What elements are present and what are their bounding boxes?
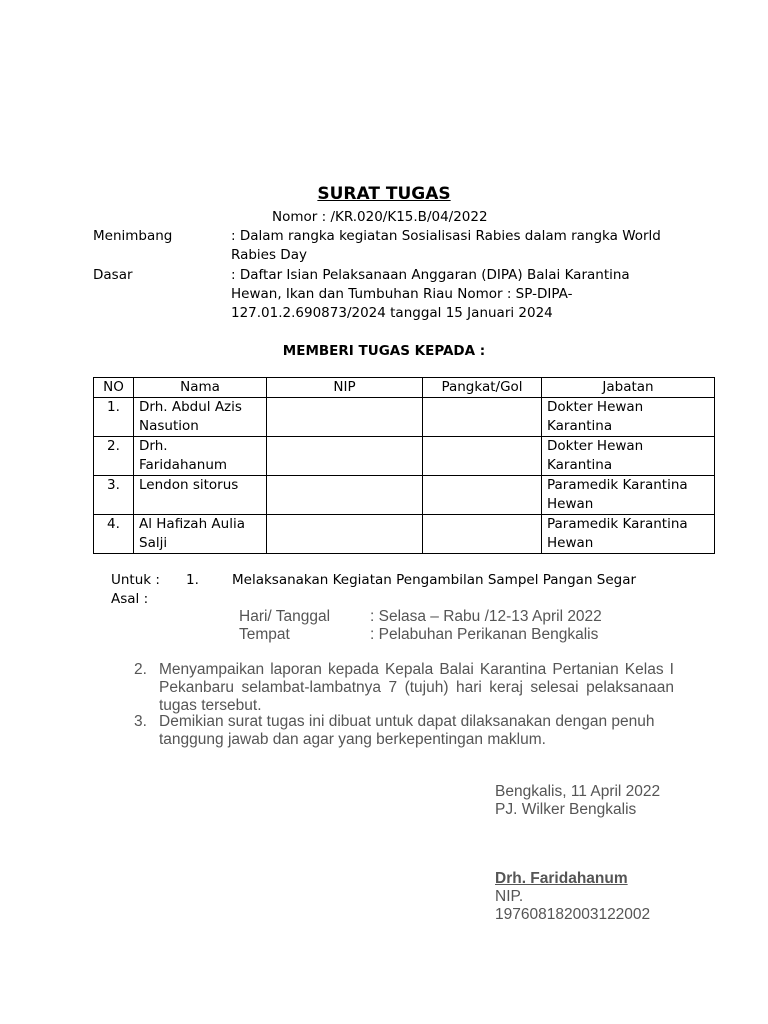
header-nip: NIP	[267, 378, 423, 398]
cell-no: 3.	[94, 476, 134, 515]
item-1-number: 1.	[186, 572, 199, 588]
dasar-label: Dasar	[93, 267, 133, 283]
item-2-text: Menyampaikan laporan kepada Kepala Balai Karantina Pertanian Kelas I Pekanbaru selambat-lambatnya 7 (tujuh) hari keraj selesai pelaksanaan tugas tersebut.	[159, 661, 674, 714]
signatory-nip-label: NIP.	[495, 888, 524, 905]
cell-pangkat	[423, 437, 542, 476]
cell-jabatan	[542, 398, 715, 437]
jabatan-line-1: Dokter Hewan	[547, 399, 644, 415]
header-jabatan: Jabatan	[542, 378, 715, 398]
assignment-table	[93, 377, 715, 554]
cell-nip	[267, 437, 423, 476]
cell-pangkat	[423, 398, 542, 437]
jabatan-line-2: Hewan	[547, 496, 594, 512]
signature-place-date: Bengkalis, 11 April 2022	[495, 783, 661, 800]
nama-line-1: Lendon sitorus	[139, 477, 239, 493]
cell-jabatan	[542, 437, 715, 476]
jabatan-line-2: Karantina	[547, 418, 613, 434]
document-number: Nomor : /KR.020/K15.B/04/2022	[272, 209, 488, 225]
table-row	[94, 515, 715, 554]
nama-line-2: Salji	[139, 535, 168, 551]
signatory-nip-value: 197608182003122002	[495, 906, 651, 923]
nama-line-2: Faridahanum	[139, 457, 228, 473]
item-2-number: 2.	[134, 661, 147, 678]
place-value: : Pelabuhan Perikanan Bengkalis	[370, 626, 599, 643]
header-no: NO	[94, 378, 134, 398]
nama-line-1: Al Hafizah Aulia	[139, 516, 245, 532]
cell-jabatan	[542, 476, 715, 515]
cell-nip	[267, 476, 423, 515]
nama-line-1: Drh. Abdul Azis	[139, 399, 242, 415]
assign-heading: MEMBERI TUGAS KEPADA :	[282, 343, 486, 359]
cell-nip	[267, 398, 423, 437]
cell-jabatan	[542, 515, 715, 554]
document-title: SURAT TUGAS	[317, 184, 451, 204]
menimbang-text-line-1: : Dalam rangka kegiatan Sosialisasi Rabies dalam rangka World	[231, 228, 661, 244]
cell-pangkat	[423, 476, 542, 515]
cell-nama	[134, 437, 267, 476]
jabatan-line-2: Hewan	[547, 535, 594, 551]
item-3-number: 3.	[134, 713, 147, 730]
jabatan-line-1: Dokter Hewan	[547, 438, 644, 454]
untuk-label: Untuk :	[111, 572, 160, 588]
header-pangkat: Pangkat/Gol	[423, 378, 542, 398]
dasar-text-line-1: : Daftar Isian Pelaksanaan Anggaran (DIPA) Balai Karantina	[231, 267, 630, 283]
day-value: : Selasa – Rabu /12-13 April 2022	[370, 608, 602, 625]
table-row	[94, 476, 715, 515]
cell-nama	[134, 476, 267, 515]
signatory-name: Drh. Faridahanum	[495, 870, 628, 887]
cell-no: 4.	[94, 515, 134, 554]
cell-nip	[267, 515, 423, 554]
nama-line-2: Nasution	[139, 418, 199, 434]
menimbang-label: Menimbang	[93, 228, 173, 244]
table-row	[94, 437, 715, 476]
jabatan-line-2: Karantina	[547, 457, 613, 473]
signature-position: PJ. Wilker Bengkalis	[495, 801, 637, 818]
item-3-text: Demikian surat tugas ini dibuat untuk dapat dilaksanakan dengan penuh tanggung jawab dan agar yang berkepentingan maklum.	[159, 713, 655, 748]
table-header-row	[94, 378, 715, 398]
jabatan-line-1: Paramedik Karantina	[547, 516, 688, 532]
cell-no: 1.	[94, 398, 134, 437]
table-row	[94, 398, 715, 437]
dasar-text-line-3: 127.01.2.690873/2024 tanggal 15 Januari 2024	[231, 305, 553, 321]
place-label: Tempat	[239, 626, 290, 643]
cell-no: 2.	[94, 437, 134, 476]
item-1-text: Melaksanakan Kegiatan Pengambilan Sampel Pangan Segar	[232, 572, 637, 588]
header-nama: Nama	[134, 378, 267, 398]
cell-nama	[134, 515, 267, 554]
asal-label: Asal :	[111, 591, 149, 607]
dasar-text-line-2: Hewan, Ikan dan Tumbuhan Riau Nomor : SP-DIPA-	[231, 286, 573, 302]
nama-line-1: Drh.	[139, 438, 168, 454]
cell-nama	[134, 398, 267, 437]
day-label: Hari/ Tanggal	[239, 608, 331, 625]
cell-pangkat	[423, 515, 542, 554]
jabatan-line-1: Paramedik Karantina	[547, 477, 688, 493]
menimbang-text-line-2: Rabies Day	[231, 247, 307, 263]
